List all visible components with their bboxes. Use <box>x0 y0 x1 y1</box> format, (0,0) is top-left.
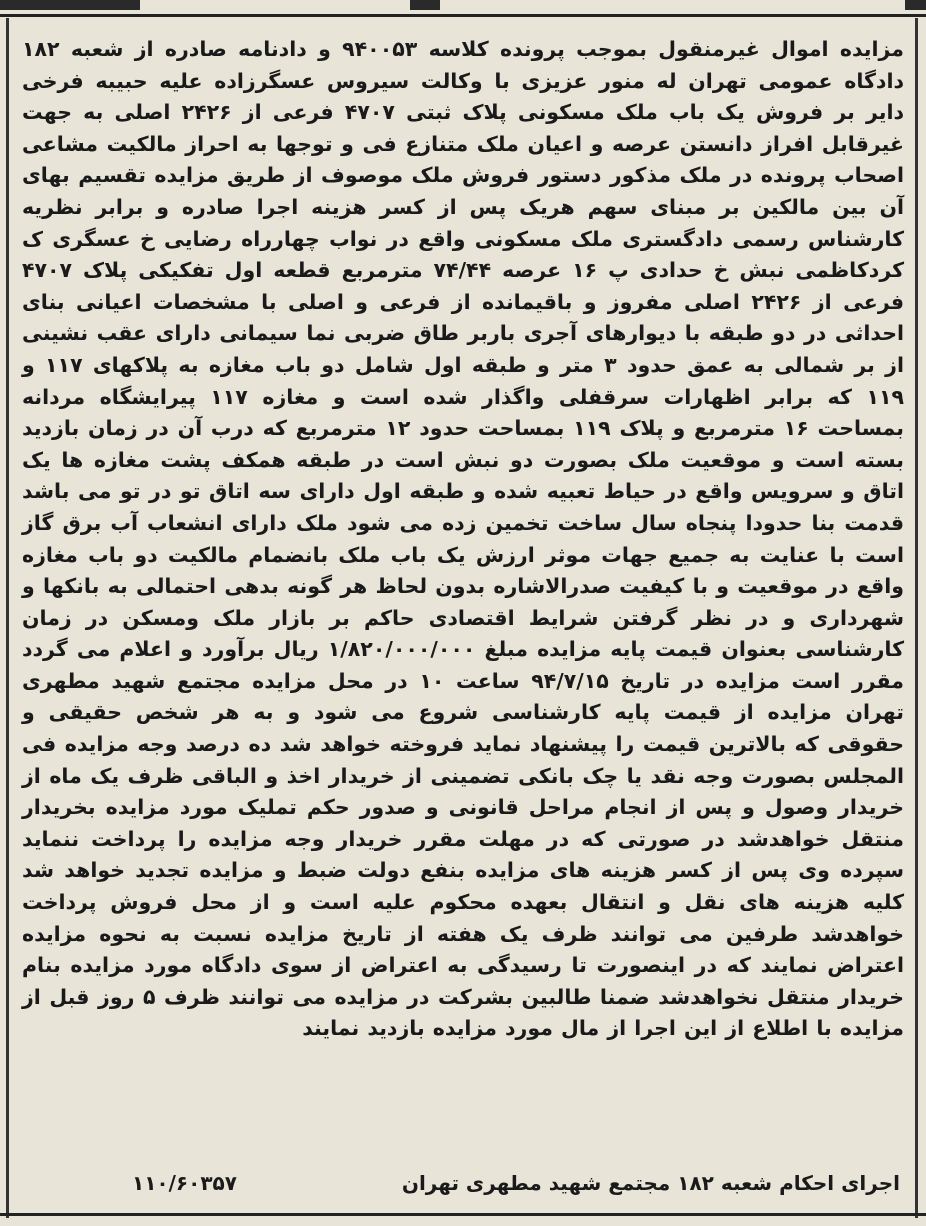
top-border <box>0 0 926 17</box>
notice-code: ۱۱۰/۶۰۳۵۷ <box>132 1171 237 1195</box>
left-border <box>6 18 9 1218</box>
right-border <box>915 18 918 1218</box>
notice-footer <box>22 1163 904 1203</box>
bottom-border <box>0 1213 926 1226</box>
issuer-signature: اجرای احکام شعبه ۱۸۲ مجتمع شهید مطهری تهران <box>401 1171 900 1195</box>
auction-notice-body: مزایده اموال غیرمنقول بموجب پرونده کلاسه ۹۴۰۰۵۳ و دادنامه صادره از شعبه ۱۸۲ دادگاه عمومی تهران له منور عزیزی با وکالت سیروس عسگرزاده علیه حبیبه فرخی دایر بر فروش یک باب ملک مسکونی پلاک ثبتی ۴۷۰۷ فرعی از ۲۴۲۶ اصلی به جهت غیرقابل افراز دانستن عرصه و اعیان ملک متنازع فی و توجها به احراز مالکیت مشاعی اصحاب پرونده در ملک مذکور دستور فروش ملک موصوف از طریق مزایده تقسیم بهای آن بین مالکین بر مبنای سهم هریک پس از کسر هزینه اجرا صادره و برابر نظریه کارشناس رسمی دادگستری ملک مسکونی واقع در نواب چهارراه رضایی خ عسگری ک کردکاظمی نبش خ حدادی پ ۱۶ عرصه ۷۴/۴۴ مترمربع قطعه اول تفکیکی پلاک ۴۷۰۷ فرعی از ۲۴۲۶ اصلی مفروز و باقیمانده از فرعی و اصلی با مشخصات اعیانی بنای احداثی در دو طبقه با دیوارهای آجری باربر طاق ضربی نما سیمانی دارای عقب نشینی از بر شمالی به عمق حدود ۳ متر و طبقه اول شامل دو باب مغازه به پلاکهای ۱۱۷ و ۱۱۹ که برابر اظهارات سرقفلی واگذار شده است و مغازه ۱۱۷ پیرایشگاه مردانه بمساحت ۱۶ مترمربع و پلاک ۱۱۹ بمساحت حدود ۱۲ مترمربع که درب آن در زمان بازدید بسته است و موقعیت ملک بصورت دو نبش است در طبقه همکف پشت مغازه ها یک اتاق و سرویس واقع در حیاط تعبیه شده و طبقه اول دارای سه اتاق تو در تو می باشد قدمت بنا حدودا پنجاه سال ساخت تخمین زده می شود ملک دارای انشعاب آب برق گاز است با عنایت به جمیع جهات موثر ارزش یک باب ملک بانضمام مالکیت دو باب مغازه واقع در موقعیت و با کیفیت صدرالاشاره بدون لحاظ هر گونه بدهی احتمالی به بانکها و شهرداری و در نظر گرفتن شرایط اقتصادی حاکم بر بازار ملک ومسکن در زمان کارشناسی بعنوان قیمت پایه مزایده مبلغ ۱/۸۲۰/۰۰۰/۰۰۰ ریال برآورد و اعلام می گردد مقرر است مزایده در تاریخ ۹۴/۷/۱۵ ساعت ۱۰ در محل مزایده مجتمع شهید مطهری تهران مزایده از قیمت پایه کارشناسی شروع می شود و به هر شخص حقیقی و حقوقی که بالاترین قیمت را پیشنهاد نماید فروخته خواهد شد ده درصد وجه مزایده فی المجلس بصورت وجه نقد یا چک بانکی تضمینی از خریدار اخذ و الباقی ظرف یک ماه از خریدار وصول و پس از انجام مراحل قانونی و صدور حکم تملیک مورد مزایده بخریدار منتقل خواهدشد در صورتی که در مهلت مقرر خریدار وجه مزایده را پرداخت ننماید سپرده وی پس از کسر هزینه های مزایده بنفع دولت ضبط و مزایده تجدید خواهد شد کلیه هزینه های نقل و انتقال بعهده محکوم علیه است و از محل فروش پرداخت خواهدشد طرفین می توانند ظرف یک هفته از تاریخ مزایده نسبت به نحوه مزایده اعتراض نمایند که در اینصورت تا رسیدگی به اعتراض از سوی دادگاه مورد مزایده بنام خریدار منتقل نخواهدشد ضمنا طالبین بشرکت در مزایده می توانند ظرف ۵ روز قبل از مزایده با اطلاع از این اجرا از مال مورد مزایده بازدید نمایند <box>22 37 905 1041</box>
